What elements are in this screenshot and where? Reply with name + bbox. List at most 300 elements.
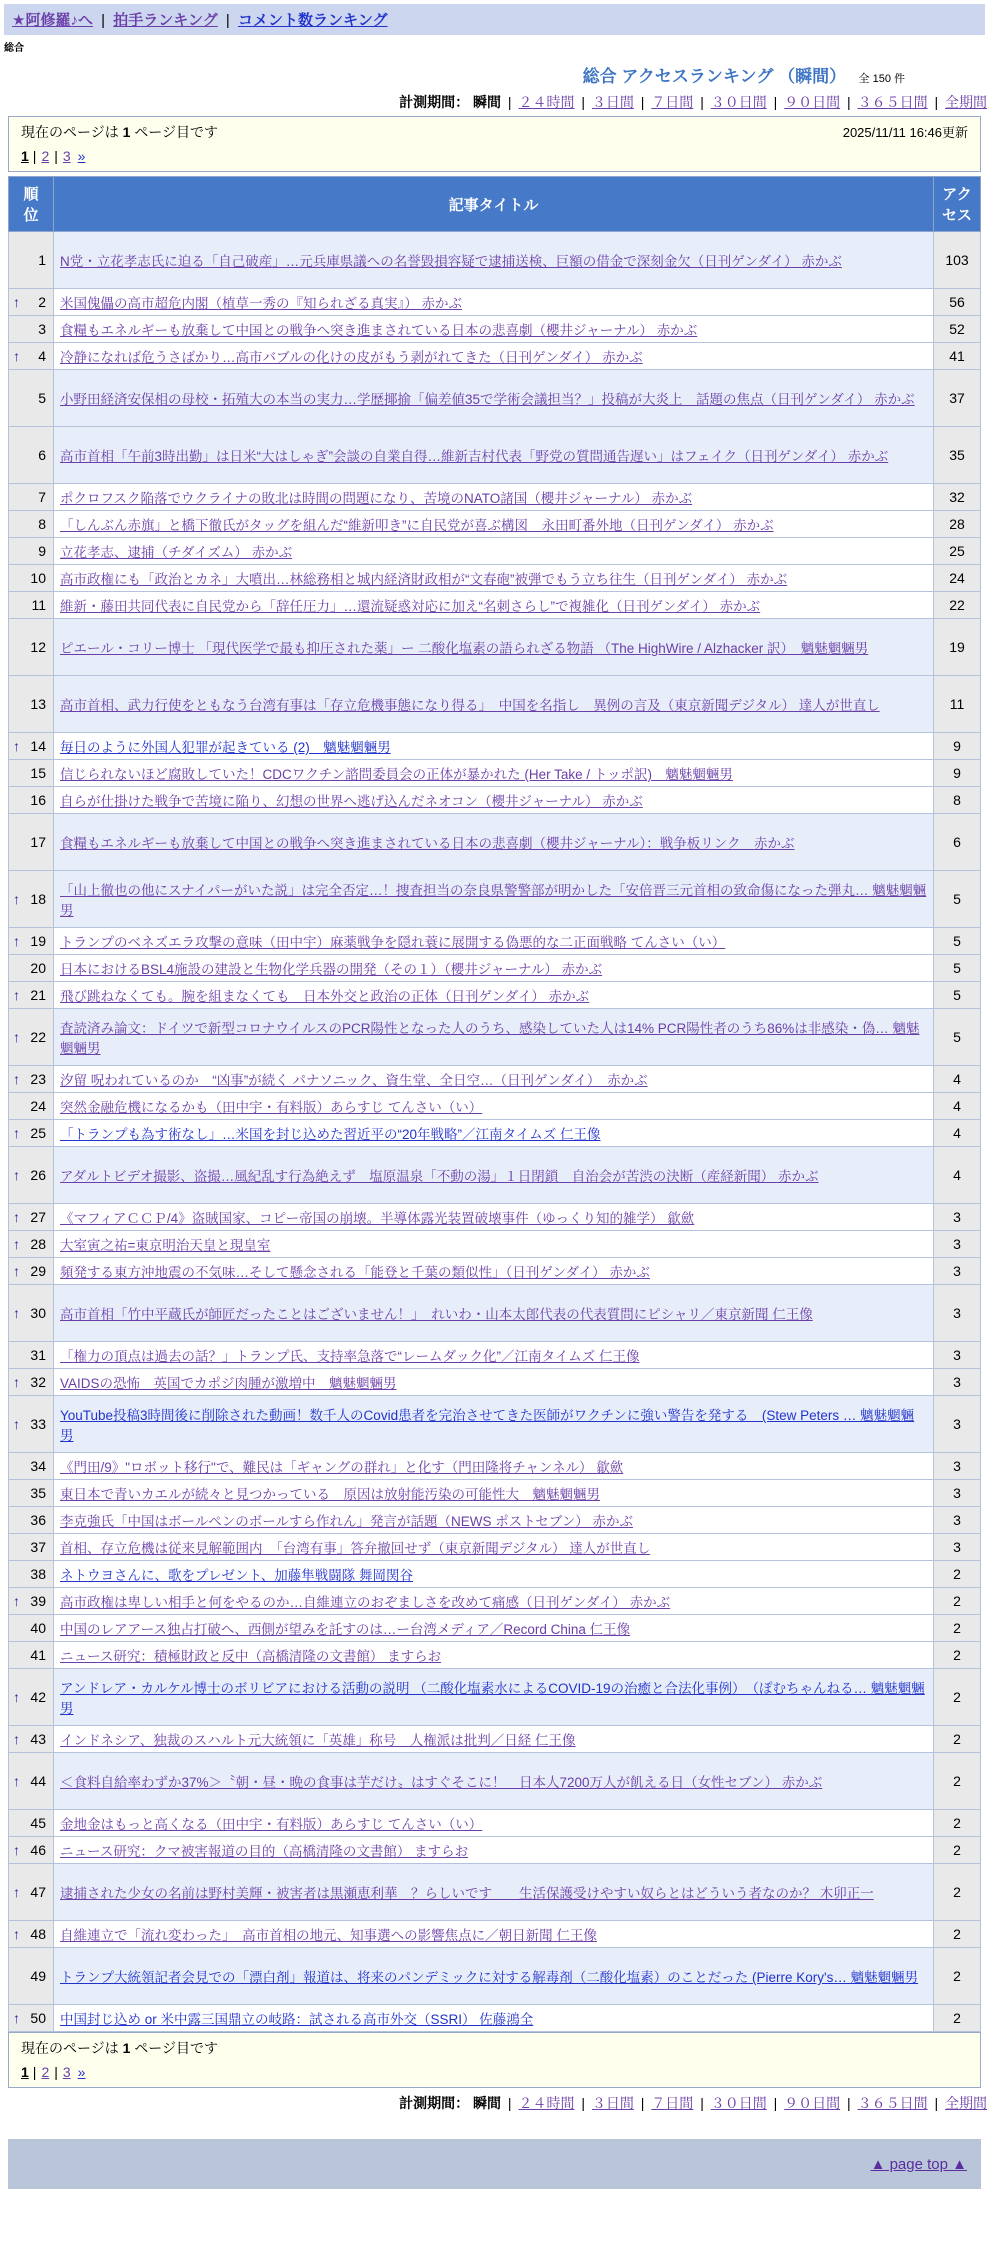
title-cell	[54, 1009, 934, 1066]
top-nav-link[interactable]: 拍手ランキング	[113, 12, 218, 29]
rank-number: 50	[30, 2010, 46, 2026]
separator: |	[32, 148, 37, 164]
access-count: 2	[934, 1837, 981, 1864]
article-link[interactable]: 高市首相、武力行使をともなう台湾有事は「存立危機事態になり得る」 中国を名指し 異例の言及（東京新聞デジタル） 達人が世直し	[60, 698, 880, 713]
table-row	[9, 1810, 981, 1837]
separator: |	[696, 94, 708, 110]
separator: |	[96, 12, 110, 29]
rank-number: 32	[30, 1374, 46, 1390]
article-link[interactable]: ネトウヨさんに、歌をプレゼント、加藤隼戦闘隊 舞岡関谷	[60, 1568, 413, 1583]
rank-up-arrow-icon: ↑	[13, 1209, 20, 1225]
title-cell	[54, 760, 934, 787]
title-cell	[54, 2005, 934, 2032]
pagination-box-top	[8, 116, 981, 172]
table-row	[9, 1453, 981, 1480]
article-link[interactable]: 食糧もエネルギーも放棄して中国との戦争へ突き進まされている日本の悲喜劇（櫻井ジャーナル） 赤かぶ	[60, 323, 698, 338]
access-count: 9	[934, 760, 981, 787]
title-cell	[54, 1642, 934, 1669]
rank-up-arrow-icon: ↑	[13, 1689, 20, 1705]
updated-timestamp: 2025/11/11 16:46更新	[842, 125, 968, 140]
title-cell	[54, 343, 934, 370]
period-link[interactable]: ２４時間	[518, 2095, 575, 2111]
title-cell	[54, 955, 934, 982]
rank-up-arrow-icon: ↑	[13, 1593, 20, 1609]
table-row	[9, 619, 981, 676]
next-page-link[interactable]: »	[77, 148, 86, 164]
access-count: 19	[934, 619, 981, 676]
table-row	[9, 1948, 981, 2005]
article-link[interactable]: 「権力の頂点は過去の話？」トランプ氏、支持率急落で“レームダック化”／江南タイムズ 仁王像	[60, 1349, 640, 1364]
article-link[interactable]: 汐留 呪われているのか “凶事”が続く パナソニック、資生堂、全日空…（日刊ゲンダイ） 赤かぶ	[60, 1073, 648, 1088]
table-row	[9, 1066, 981, 1093]
separator: |	[636, 94, 649, 110]
article-link[interactable]: 大室寅之祐=東京明治天皇と現皇室	[60, 1238, 271, 1253]
table-row	[9, 1285, 981, 1342]
rank-cell	[9, 1066, 54, 1093]
access-count: 5	[934, 871, 981, 928]
rank-cell	[9, 955, 54, 982]
article-link[interactable]: 首相、存立危機は従来見解範囲内 「台湾有事」答弁撤回せず（東京新聞デジタル） 達人が世直し	[60, 1541, 651, 1556]
access-count: 2	[934, 1864, 981, 1921]
rank-cell	[9, 289, 54, 316]
title-cell	[54, 592, 934, 619]
access-count: 22	[934, 592, 981, 619]
table-row	[9, 676, 981, 733]
table-row	[9, 733, 981, 760]
article-link[interactable]: 食糧もエネルギーも放棄して中国との戦争へ突き進まされている日本の悲喜劇（櫻井ジャーナル）：戦争板リンク 赤かぶ	[60, 836, 795, 851]
rank-number: 14	[30, 738, 46, 754]
table-row	[9, 1120, 981, 1147]
title-cell	[54, 427, 934, 484]
rank-number: 49	[30, 1968, 46, 1984]
separator: |	[843, 94, 855, 110]
title-cell	[54, 1507, 934, 1534]
table-row	[9, 1258, 981, 1285]
rank-up-arrow-icon: ↑	[13, 2010, 20, 2026]
table-row	[9, 1615, 981, 1642]
rank-cell	[9, 1534, 54, 1561]
separator: |	[504, 94, 516, 110]
access-count: 3	[934, 1396, 981, 1453]
title-cell	[54, 814, 934, 871]
table-row	[9, 1480, 981, 1507]
title-cell	[54, 370, 934, 427]
rank-cell	[9, 1810, 54, 1837]
article-link[interactable]: アダルトビデオ撮影、盗撮…風紀乱す行為絶えず 塩原温泉「不動の湯」１日閉鎖 自治会が苦渋の決断（産経新聞） 赤かぶ	[60, 1169, 819, 1184]
rank-number: 17	[30, 834, 46, 850]
page-top-bar	[8, 2139, 981, 2189]
rank-cell	[9, 1396, 54, 1453]
access-count: 32	[934, 484, 981, 511]
rank-number: 28	[30, 1236, 46, 1252]
access-count: 2	[934, 1615, 981, 1642]
rank-cell	[9, 232, 54, 289]
article-link[interactable]: 自らが仕掛けた戦争で苦境に陥り、幻想の世界へ逃げ込んだネオコン（櫻井ジャーナル） 赤かぶ	[60, 794, 643, 809]
rank-number: 31	[30, 1347, 46, 1363]
access-count: 4	[934, 1093, 981, 1120]
access-count: 5	[934, 955, 981, 982]
rank-number: 8	[38, 516, 46, 532]
rank-cell	[9, 1369, 54, 1396]
title-cell	[54, 928, 934, 955]
rank-cell	[9, 760, 54, 787]
access-count: 5	[934, 982, 981, 1009]
rank-cell	[9, 1753, 54, 1810]
title-cell	[54, 1066, 934, 1093]
separator: |	[843, 2095, 855, 2111]
title-cell	[54, 1864, 934, 1921]
rank-cell	[9, 1204, 54, 1231]
table-row	[9, 1588, 981, 1615]
separator: |	[930, 94, 942, 110]
title-cell	[54, 1480, 934, 1507]
rank-number: 24	[30, 1098, 46, 1114]
article-link[interactable]: 信じられないほど腐敗していた！CDCワクチン諮問委員会の正体が暴かれた (Her Take / トッポ訳) 魑魅魍魎男	[60, 767, 733, 782]
access-count: 4	[934, 1147, 981, 1204]
rank-number: 10	[30, 570, 46, 586]
access-count: 4	[934, 1120, 981, 1147]
article-link[interactable]: 小野田経済安保相の母校・拓殖大の本当の実力…学歴揶揄「偏差値35で学術会議担当？」投稿が大炎上 話題の焦点（日刊ゲンダイ） 赤かぶ	[60, 392, 915, 407]
page-top-link[interactable]: ▲ page top ▲	[870, 2155, 967, 2173]
article-link[interactable]: 金地金はもっと高くなる（田中宇・有料版）あらすじ てんさい（い）	[60, 1817, 483, 1832]
rank-number: 40	[30, 1620, 46, 1636]
rank-number: 25	[30, 1125, 46, 1141]
table-row	[9, 1561, 981, 1588]
rank-number: 20	[30, 960, 46, 976]
table-row	[9, 1864, 981, 1921]
article-link[interactable]: 逮捕された少女の名前は野村美輝・被害者は黒瀬恵利華 ？らしいです 生活保護受けやすい奴らとはどういう者なのか？ 木卯正一	[60, 1886, 874, 1901]
table-row	[9, 232, 981, 289]
separator: |	[696, 2095, 708, 2111]
rank-number: 42	[30, 1689, 46, 1705]
separator: |	[769, 94, 782, 110]
table-row	[9, 316, 981, 343]
article-link[interactable]: 突然金融危機になるかも（田中宇・有料版）あらすじ てんさい（い）	[60, 1100, 483, 1115]
rank-up-arrow-icon: ↑	[13, 1236, 20, 1252]
access-count: 6	[934, 814, 981, 871]
rank-number: 2	[38, 294, 46, 310]
table-row	[9, 511, 981, 538]
table-row	[9, 760, 981, 787]
rank-number: 36	[30, 1512, 46, 1528]
table-row	[9, 1669, 981, 1726]
title-cell	[54, 1837, 934, 1864]
rank-up-arrow-icon: ↑	[13, 1029, 20, 1045]
article-link[interactable]: YouTube投稿3時間後に削除された動画！数千人のCovid患者を完治させてきた医師がワクチンに強い警告を発する (Stew Peters … 魑魅魍魎男	[60, 1408, 915, 1443]
rank-up-arrow-icon: ↑	[13, 1773, 20, 1789]
table-row	[9, 1726, 981, 1753]
pagination-box-bottom	[8, 2032, 981, 2088]
rank-number: 47	[30, 1884, 46, 1900]
rank-cell	[9, 1009, 54, 1066]
table-row	[9, 928, 981, 955]
period-link[interactable]: ２４時間	[518, 94, 575, 110]
access-count: 2	[934, 1669, 981, 1726]
access-count: 2	[934, 1948, 981, 2005]
rank-cell	[9, 1864, 54, 1921]
title-cell	[54, 1588, 934, 1615]
rank-up-arrow-icon: ↑	[13, 933, 20, 949]
article-link[interactable]: 冷静になれば危うさばかり…高市バブルの化けの皮がもう剥がれてきた（日刊ゲンダイ） 赤かぶ	[60, 350, 643, 365]
separator: |	[504, 2095, 516, 2111]
article-link[interactable]: インドネシア、独裁のスハルト元大統領に「英雄」称号 人権派は批判／日経 仁王像	[60, 1733, 576, 1748]
table-row	[9, 1642, 981, 1669]
article-link[interactable]: 《マフィアＣＣＰ/4》盗賊国家、コピー帝国の崩壊。半導体露光装置破壊事件（ゆっくり知的雑学） 歙歛	[60, 1211, 695, 1226]
page-links-top	[21, 148, 968, 164]
rank-number: 41	[30, 1647, 46, 1663]
table-row	[9, 1093, 981, 1120]
table-row	[9, 343, 981, 370]
article-link[interactable]: 米国傀儡の高市超危内閣（植草一秀の『知られざる真実』） 赤かぶ	[60, 296, 462, 311]
rank-cell	[9, 316, 54, 343]
rank-up-arrow-icon: ↑	[13, 891, 20, 907]
page-number-link[interactable]: 2	[41, 2064, 50, 2080]
access-count: 37	[934, 370, 981, 427]
top-nav-link[interactable]: コメント数ランキング	[237, 12, 388, 29]
table-row	[9, 1009, 981, 1066]
article-link[interactable]: 《門田/9》"ロボット移行"で、難民は「ギャングの群れ」と化す（門田隆将チャンネル） 歙歛	[60, 1460, 624, 1475]
rank-number: 43	[30, 1731, 46, 1747]
period-link[interactable]: ３６５日間	[857, 2095, 928, 2111]
rank-up-arrow-icon: ↑	[13, 348, 20, 364]
rank-cell	[9, 1342, 54, 1369]
article-link[interactable]: ニュース研究：積極財政と反中（高橋清隆の文書館） ますらお	[60, 1649, 442, 1664]
access-count: 56	[934, 289, 981, 316]
article-link[interactable]: 日本におけるBSL4施設の建設と生物化学兵器の開発（その１）（櫻井ジャーナル） 赤かぶ	[60, 962, 603, 977]
title-cell	[54, 619, 934, 676]
table-row	[9, 1507, 981, 1534]
period-label: 計測期間：	[399, 2095, 474, 2111]
access-count: 41	[934, 343, 981, 370]
rank-up-arrow-icon: ↑	[13, 1305, 20, 1321]
rank-cell	[9, 592, 54, 619]
article-link[interactable]: 「トランプも為す術なし」…米国を封じ込めた習近平の“20年戦略”／江南タイムズ 仁王像	[60, 1127, 601, 1142]
rank-number: 13	[30, 696, 46, 712]
rank-cell	[9, 1507, 54, 1534]
rank-up-arrow-icon: ↑	[13, 738, 20, 754]
title-cell	[54, 676, 934, 733]
article-link[interactable]: 中国のレアアース独占打破へ、西側が望みを託すのは…ー台湾メディア／Record China 仁王像	[60, 1622, 631, 1637]
next-page-link[interactable]: »	[77, 2064, 86, 2080]
period-link[interactable]: ３日間	[591, 2095, 634, 2111]
title-cell	[54, 1396, 934, 1453]
access-count: 52	[934, 316, 981, 343]
rank-cell	[9, 676, 54, 733]
rank-number: 3	[38, 321, 46, 337]
separator: |	[769, 2095, 782, 2111]
rank-cell	[9, 1231, 54, 1258]
current-page-text: 現在のページは 1 ページ目です	[21, 124, 219, 140]
period-link[interactable]: ３６５日間	[857, 94, 928, 110]
table-row	[9, 1231, 981, 1258]
period-link[interactable]: 全期間	[945, 2095, 987, 2111]
rank-column-header: 順位	[9, 177, 54, 232]
title-cell	[54, 1948, 934, 2005]
rank-cell	[9, 1453, 54, 1480]
current-page-number: 1	[122, 124, 131, 140]
rank-number: 11	[31, 597, 46, 613]
page-number-link[interactable]: 2	[41, 148, 50, 164]
article-link[interactable]: 高市首相「竹中平蔵氏が師匠だったことはございません！」 れいわ・山本太郎代表の代表質問にピシャリ／東京新聞 仁王像	[60, 1307, 813, 1322]
rank-cell	[9, 1615, 54, 1642]
access-count: 103	[934, 232, 981, 289]
top-nav-link[interactable]: ★阿修羅♪へ	[12, 12, 93, 29]
rank-up-arrow-icon: ↑	[13, 1374, 20, 1390]
period-link[interactable]: ９０日間	[784, 94, 841, 110]
separator: |	[54, 2064, 58, 2080]
table-row	[9, 2005, 981, 2032]
table-row	[9, 982, 981, 1009]
separator: |	[930, 2095, 942, 2111]
page-links-bottom	[21, 2064, 968, 2080]
article-link[interactable]: 高市政権は卑しい相手と何をやるのか…自維連立のおぞましさを改めて痛感（日刊ゲンダイ） 赤かぶ	[60, 1595, 671, 1610]
rank-cell	[9, 565, 54, 592]
rank-cell	[9, 1561, 54, 1588]
period-link[interactable]: ３０日間	[710, 94, 767, 110]
title-cell	[54, 1120, 934, 1147]
article-link[interactable]: 李克強氏「中国はボールペンのボールすら作れん」発言が話題（NEWS ポストセブン） 赤かぶ	[60, 1514, 634, 1529]
rank-number: 37	[30, 1539, 46, 1555]
period-link[interactable]: ９０日間	[784, 2095, 841, 2111]
table-row	[9, 1342, 981, 1369]
table-row	[9, 1921, 981, 1948]
rank-number: 9	[38, 543, 46, 559]
rank-cell	[9, 538, 54, 565]
article-link[interactable]: VAIDSの恐怖 英国でカポジ肉腫が激増中 魑魅魍魎男	[60, 1376, 397, 1391]
bottom-whitespace	[0, 2189, 989, 2251]
period-link[interactable]: ３日間	[591, 94, 634, 110]
page-number-link[interactable]: 3	[62, 148, 71, 164]
article-link[interactable]: 「しんぶん赤旗」と橋下徹氏がタッグを組んだ“維新叩き”に自民党が喜ぶ構図 永田町番外地（日刊ゲンダイ） 赤かぶ	[60, 518, 774, 533]
table-row	[9, 427, 981, 484]
access-count: 3	[934, 1231, 981, 1258]
title-cell	[54, 1534, 934, 1561]
rank-number: 21	[30, 987, 46, 1003]
article-link[interactable]: 「山上徹也の他にスナイパーがいた説」は完全否定…！捜査担当の奈良県警警部が明かした「安倍晋三元首相の致命傷になった弾丸… 魑魅魍魎男	[60, 883, 927, 918]
rank-cell	[9, 1588, 54, 1615]
access-count: 3	[934, 1507, 981, 1534]
rank-up-arrow-icon: ↑	[13, 1842, 20, 1858]
table-header-row	[9, 177, 981, 232]
article-link[interactable]: 毎日のように外国人犯罪が起きている (2) 魑魅魍魎男	[60, 740, 391, 755]
page-title: 総合 アクセスランキング （瞬間）	[582, 67, 847, 86]
table-row	[9, 1396, 981, 1453]
page-number-link[interactable]: 3	[62, 2064, 71, 2080]
article-link[interactable]: 中国封じ込め or 米中露三国鼎立の岐路：試される高市外交（SSRI） 佐藤鴻全	[60, 2012, 534, 2027]
access-count: 35	[934, 427, 981, 484]
access-count: 2	[934, 1810, 981, 1837]
article-link[interactable]: 飛び跳ねなくても。腕を組まなくても 日本外交と政治の正体（日刊ゲンダイ） 赤かぶ	[60, 989, 590, 1004]
rank-number: 6	[38, 447, 46, 463]
separator: |	[32, 2064, 37, 2080]
title-cell	[54, 1753, 934, 1810]
title-cell	[54, 1369, 934, 1396]
access-count: 4	[934, 1066, 981, 1093]
separator: |	[54, 148, 58, 164]
access-count: 2	[934, 1753, 981, 1810]
article-link[interactable]: ニュース研究：クマ被害報道の目的（高橋清隆の文書館） ますらお	[60, 1844, 469, 1859]
rank-number: 15	[30, 765, 46, 781]
rank-number: 16	[30, 792, 46, 808]
article-link[interactable]: 自維連立で「流れ変わった」 高市首相の地元、知事選への影響焦点に／朝日新聞 仁王像	[60, 1928, 597, 1943]
article-link[interactable]: 高市政権にも「政治とカネ」大噴出…林総務相と城内経済財政相が“文春砲”被弾でもう立ち往生（日刊ゲンダイ） 赤かぶ	[60, 572, 788, 587]
rank-cell	[9, 1480, 54, 1507]
title-cell	[54, 1726, 934, 1753]
title-cell	[54, 1561, 934, 1588]
current-page-number: 1	[122, 2040, 131, 2056]
title-cell	[54, 982, 934, 1009]
rank-up-arrow-icon: ↑	[13, 987, 20, 1003]
article-link[interactable]: トランプのベネズエラ攻撃の意味（田中宇）麻薬戦争を隠れ蓑に展開する偽悪的な二正面戦略 てんさい（い）	[60, 935, 726, 950]
rank-number: 39	[30, 1593, 46, 1609]
period-link[interactable]: ７日間	[651, 2095, 694, 2111]
article-link[interactable]: トランプ大統領記者会見での「漂白剤」報道は、将来のパンデミックに対する解毒剤（二酸化塩素）のことだった (Pierre Kory's… 魑魅魍魎男	[60, 1970, 919, 1985]
title-cell	[54, 1285, 934, 1342]
table-row	[9, 1147, 981, 1204]
article-link[interactable]: ピエール・コリー博士 「現代医学で最も抑圧された薬」ー 二酸化塩素の語られざる物語 （The HighWire / Alzhacker 訳） 魑魅魍魎男	[60, 641, 869, 656]
article-link[interactable]: 査読済み論文：ドイツで新型コロナウイルスのPCR陽性となった人のうち、感染していた人は14% PCR陽性者のうち86%は非感染・偽… 魑魅魍魎男	[60, 1021, 920, 1056]
period-link[interactable]: ７日間	[651, 94, 694, 110]
article-link[interactable]: N党・立花孝志氏に迫る「自己破産」…元兵庫県議への名誉毀損容疑で逮捕送検、巨額の借金で深刻金欠（日刊ゲンダイ） 赤かぶ	[60, 254, 842, 269]
period-link[interactable]: ３０日間	[710, 2095, 767, 2111]
title-cell	[54, 787, 934, 814]
period-current: 瞬間	[473, 94, 502, 110]
access-count: 3	[934, 1342, 981, 1369]
total-count: 全 150 件	[858, 73, 905, 85]
period-link[interactable]: 全期間	[945, 94, 987, 110]
title-cell	[54, 1231, 934, 1258]
table-row	[9, 538, 981, 565]
title-cell	[54, 538, 934, 565]
rank-cell	[9, 1642, 54, 1669]
article-link[interactable]: ポクロフスク陥落でウクライナの敗北は時間の問題になり、苦境のNATO諸国（櫻井ジャーナル） 赤かぶ	[60, 491, 693, 506]
access-count: 25	[934, 538, 981, 565]
access-count: 3	[934, 1369, 981, 1396]
rank-cell	[9, 1726, 54, 1753]
rank-number: 22	[30, 1029, 46, 1045]
period-selector-bottom	[0, 2093, 987, 2113]
rank-cell	[9, 343, 54, 370]
rank-number: 19	[30, 933, 46, 949]
article-link[interactable]: 立花孝志、逮捕（チダイズム） 赤かぶ	[60, 545, 293, 560]
rank-cell	[9, 1285, 54, 1342]
article-link[interactable]: 高市首相「午前3時出勤」は日米“大はしゃぎ”会談の自業自得…維新吉村代表「野党の質問通告遅い」はフェイク（日刊ゲンダイ） 赤かぶ	[60, 449, 889, 464]
access-count: 28	[934, 511, 981, 538]
rank-number: 23	[30, 1071, 46, 1087]
rank-number: 4	[38, 348, 46, 364]
rank-cell	[9, 484, 54, 511]
rank-up-arrow-icon: ↑	[13, 1731, 20, 1747]
rank-up-arrow-icon: ↑	[13, 1263, 20, 1279]
page-number-current: 1	[21, 2064, 29, 2080]
rank-cell	[9, 511, 54, 538]
rank-cell	[9, 1921, 54, 1948]
article-link[interactable]: 頻発する東方沖地震の不気味…そして懸念される「能登と千葉の類似性」（日刊ゲンダイ） 赤かぶ	[60, 1265, 650, 1280]
table-row	[9, 484, 981, 511]
article-link[interactable]: 東日本で青いカエルが続々と見つかっている 原因は放射能汚染の可能性大 魑魅魍魎男	[60, 1487, 600, 1502]
breadcrumb: 総合	[4, 43, 24, 54]
table-row	[9, 592, 981, 619]
article-link[interactable]: 維新・藤田共同代表に自民党から「辞任圧力」…還流疑惑対応に加え“名刺さらし”で複雑化（日刊ゲンダイ） 赤かぶ	[60, 599, 761, 614]
rank-up-arrow-icon: ↑	[13, 1926, 20, 1942]
table-row	[9, 1369, 981, 1396]
rank-cell	[9, 370, 54, 427]
article-link[interactable]: ＜食料自給率わずか37%＞〝朝・昼・晩の食事は芋だけ〟はすぐそこに！ 日本人7200万人が飢える日（女性セブン） 赤かぶ	[60, 1775, 823, 1790]
rank-number: 44	[30, 1773, 46, 1789]
table-row	[9, 955, 981, 982]
rank-cell	[9, 1948, 54, 2005]
article-link[interactable]: アンドレア・カルケル博士のボリビアにおける活動の説明 （二酸化塩素水によるCOVID-19の治癒と合法化事例） （ぽむちゃんねる… 魑魅魍魎男	[60, 1681, 925, 1716]
